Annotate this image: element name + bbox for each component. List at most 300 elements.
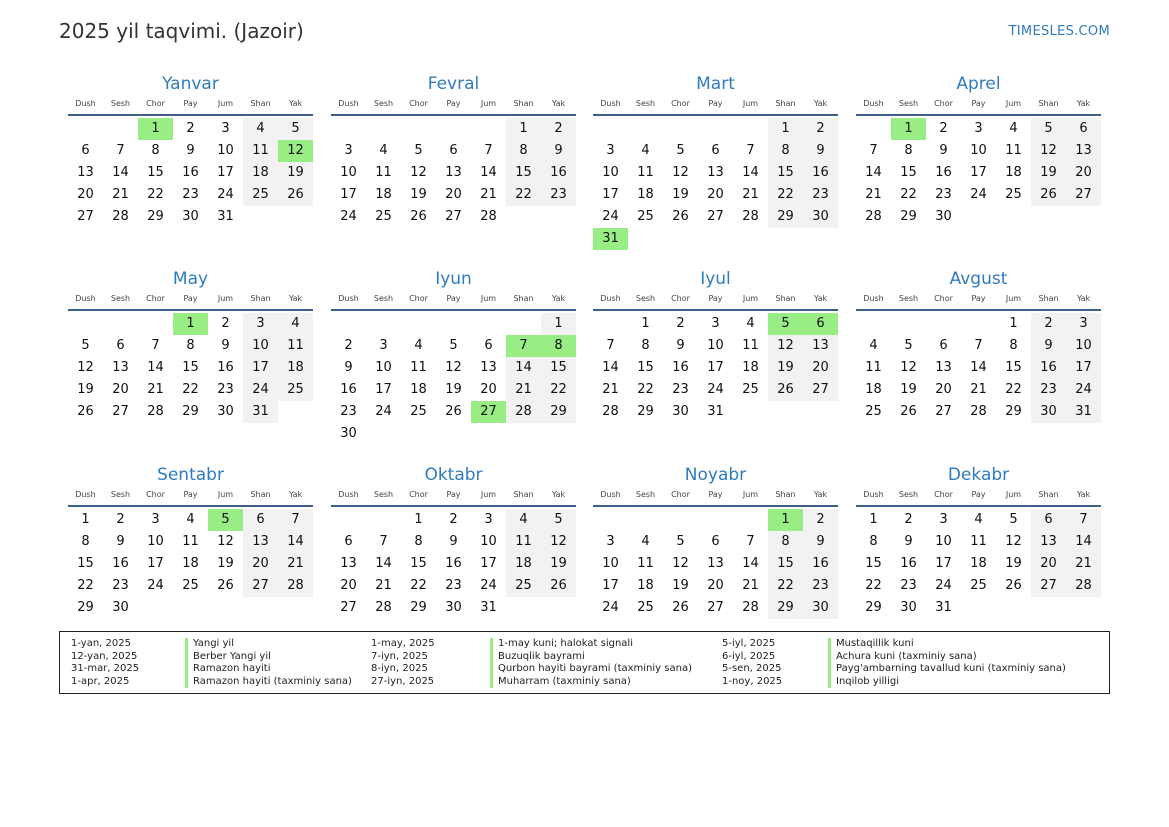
day-cell: 16 [112,556,129,571]
day-cell: 8 [81,534,90,549]
day-cell: 31 [243,401,278,423]
day-cell: 13 [112,360,129,375]
day-cell: 4 [869,338,878,353]
empty-cell [663,118,698,140]
day-cell: 26 [410,209,427,224]
day-cell: 6 [449,143,458,158]
day-cell: 27 [707,209,724,224]
weekday-label: Pay [971,294,986,303]
day-cell: 11 [182,534,199,549]
day-cell: 5 [1031,118,1066,140]
day-cell: 3 [606,534,615,549]
day-cell: 2 [803,509,838,531]
weekday-label: Dush [600,294,621,303]
weekday-label: Pay [183,99,198,108]
day-cell: 27 [471,401,506,423]
day-cell: 15 [410,556,427,571]
day-cell: 16 [803,162,838,184]
weekday-label: Sesh [110,294,131,303]
month-name: Noyabr [684,465,747,485]
day-cell: 28 [480,209,497,224]
day-cell: 25 [243,184,278,206]
day-cell: 22 [147,187,164,202]
day-cell: 17 [243,357,278,379]
empty-cell [366,118,401,140]
holiday-name: 1-may kuni; halokat signali [490,638,633,651]
holiday-name: Muharram (taxminiy sana) [490,676,631,689]
day-cell: 23 [803,184,838,206]
day-cell: 1 [869,512,878,527]
day-cell: 24 [243,379,278,401]
weekday-label: Yak [1076,490,1091,499]
day-cell: 22 [768,184,803,206]
day-cell: 8 [541,335,576,357]
weekday-label: Sesh [898,490,919,499]
empty-cell [68,118,103,140]
day-cell: 30 [900,600,917,615]
day-cell: 19 [410,187,427,202]
day-cell: 17 [340,187,357,202]
day-cell: 22 [865,578,882,593]
day-cell: 26 [768,379,803,401]
day-cell: 17 [375,382,392,397]
day-cell: 9 [676,338,685,353]
day-cell: 12 [541,531,576,553]
empty-cell [103,313,138,335]
day-cell: 12 [445,360,462,375]
day-cell: 31 [1066,401,1101,423]
day-cell: 2 [449,512,458,527]
day-cell: 15 [768,553,803,575]
day-cell: 3 [711,316,720,331]
day-cell: 13 [707,165,724,180]
month-sentabr [68,464,313,619]
empty-cell [856,313,891,335]
day-cell: 2 [541,118,576,140]
day-cell: 12 [672,556,689,571]
day-cell: 18 [506,553,541,575]
day-cell: 26 [1005,578,1022,593]
day-cell: 5 [449,338,458,353]
day-cell: 1 [768,118,803,140]
weekday-label: Yak [1076,99,1091,108]
day-cell: 15 [768,162,803,184]
day-cell: 10 [147,534,164,549]
holiday-name: Ramazon hayiti (taxminiy sana) [185,676,352,689]
day-cell: 5 [278,118,313,140]
day-cell: 8 [414,534,423,549]
weekday-label: Pay [708,490,723,499]
day-cell: 26 [900,404,917,419]
day-cell: 6 [711,534,720,549]
day-cell: 16 [672,360,689,375]
day-cell: 19 [278,162,313,184]
weekday-label: Sesh [898,99,919,108]
empty-cell [891,313,926,335]
weekday-label: Dush [863,99,884,108]
empty-cell [593,118,628,140]
day-cell: 11 [243,140,278,162]
day-cell: 16 [182,165,199,180]
day-cell: 14 [506,357,541,379]
day-cell: 2 [939,121,948,136]
weekday-label: Sesh [373,99,394,108]
day-grid [331,313,576,445]
day-cell: 4 [974,512,983,527]
holiday-name: Inqilob yilligi [828,676,899,689]
day-cell: 11 [637,165,654,180]
day-cell: 11 [742,338,759,353]
day-cell: 28 [278,575,313,597]
day-cell: 22 [768,575,803,597]
weekday-label: Sesh [110,490,131,499]
day-cell: 18 [742,360,759,375]
day-cell: 11 [637,556,654,571]
day-cell: 11 [970,534,987,549]
weekday-label: Shan [1038,294,1059,303]
day-cell: 2 [221,316,230,331]
day-cell: 29 [541,401,576,423]
day-cell: 9 [186,143,195,158]
day-cell: 20 [707,187,724,202]
day-cell: 6 [803,313,838,335]
day-cell: 10 [340,165,357,180]
day-cell: 23 [182,187,199,202]
day-cell: 29 [900,209,917,224]
day-cell: 7 [1066,509,1101,531]
weekday-label: Chor [146,294,165,303]
day-cell: 22 [541,379,576,401]
day-grid [331,509,576,619]
day-cell: 29 [77,600,94,615]
day-cell: 16 [217,360,234,375]
day-cell: 22 [77,578,94,593]
day-cell: 7 [974,338,983,353]
day-cell: 20 [935,382,952,397]
holiday-name: Yangi yil [185,638,234,651]
empty-cell [961,313,996,335]
day-cell: 10 [480,534,497,549]
weekday-label: Yak [551,99,566,108]
day-grid [856,509,1101,619]
day-cell: 22 [900,187,917,202]
day-cell: 17 [707,360,724,375]
day-cell: 27 [340,600,357,615]
day-cell: 7 [151,338,160,353]
day-cell: 25 [742,382,759,397]
month-name: Mart [696,74,735,94]
day-cell: 22 [182,382,199,397]
day-cell: 24 [147,578,164,593]
holiday-date: 1-apr, 2025 [71,675,130,687]
day-cell: 19 [900,382,917,397]
day-cell: 23 [340,404,357,419]
weekday-header [331,488,576,507]
day-cell: 25 [506,575,541,597]
day-cell: 27 [803,379,838,401]
day-cell: 16 [541,162,576,184]
day-cell: 8 [506,140,541,162]
day-cell: 8 [641,338,650,353]
holiday-name: Buzuqlik bayrami [490,651,585,664]
weekday-label: Chor [671,490,690,499]
day-cell: 20 [480,382,497,397]
empty-cell [366,313,401,335]
day-cell: 9 [803,531,838,553]
holiday-date: 1-noy, 2025 [722,675,783,687]
day-cell: 30 [672,404,689,419]
day-cell: 19 [445,382,462,397]
day-cell: 9 [449,534,458,549]
day-cell: 25 [865,404,882,419]
day-cell: 7 [278,509,313,531]
weekday-header [331,97,576,116]
weekday-header [593,292,838,311]
day-cell: 14 [480,165,497,180]
weekday-label: Pay [183,490,198,499]
weekday-label: Chor [671,294,690,303]
day-cell: 18 [1005,165,1022,180]
weekday-label: Jum [742,490,759,499]
day-cell: 26 [672,600,689,615]
day-cell: 4 [1009,121,1018,136]
day-cell: 20 [243,553,278,575]
weekday-label: Sesh [898,294,919,303]
weekday-label: Chor [146,99,165,108]
day-cell: 4 [506,509,541,531]
day-cell: 18 [865,382,882,397]
day-cell: 14 [147,360,164,375]
day-cell: 26 [77,404,94,419]
month-yanvar [68,73,313,228]
day-cell: 6 [1066,118,1101,140]
day-grid [68,313,313,423]
day-cell: 9 [803,140,838,162]
day-cell: 19 [77,382,94,397]
day-cell: 17 [970,165,987,180]
weekday-header [856,488,1101,507]
day-cell: 20 [340,578,357,593]
day-cell: 28 [742,209,759,224]
day-cell: 13 [1066,140,1101,162]
day-cell: 11 [1005,143,1022,158]
day-cell: 5 [541,509,576,531]
day-cell: 10 [970,143,987,158]
day-cell: 5 [768,313,803,335]
weekday-label: Pay [446,99,461,108]
day-cell: 7 [606,338,615,353]
day-cell: 25 [970,578,987,593]
day-cell: 7 [484,143,493,158]
day-grid [331,118,576,228]
empty-cell [138,313,173,335]
day-cell: 21 [278,553,313,575]
day-cell: 8 [186,338,195,353]
month-iyun [331,268,576,445]
day-cell: 20 [707,578,724,593]
day-cell: 28 [375,600,392,615]
day-cell: 6 [116,338,125,353]
weekday-label: Dush [75,490,96,499]
day-cell: 27 [1031,575,1066,597]
empty-cell [436,118,471,140]
day-cell: 7 [746,143,755,158]
empty-cell [331,118,366,140]
day-cell: 13 [340,556,357,571]
day-cell: 18 [278,357,313,379]
weekday-label: Pay [708,294,723,303]
day-cell: 23 [217,382,234,397]
day-cell: 4 [641,534,650,549]
empty-cell [401,118,436,140]
day-cell: 1 [641,316,650,331]
holiday-name: Berber Yangi yil [185,651,271,664]
month-name: Iyun [435,269,472,289]
holiday-name: Qurbon hayiti bayrami (taxminiy sana) [490,663,692,676]
day-cell: 24 [707,382,724,397]
day-cell: 20 [803,357,838,379]
day-cell: 22 [1005,382,1022,397]
day-cell: 11 [865,360,882,375]
day-cell: 19 [1005,556,1022,571]
day-cell: 5 [676,534,685,549]
weekday-header [68,292,313,311]
empty-cell [471,313,506,335]
month-name: Fevral [427,74,480,94]
empty-cell [103,118,138,140]
day-grid [68,118,313,228]
day-cell: 15 [506,162,541,184]
day-grid [593,509,838,619]
empty-cell [628,118,663,140]
day-cell: 15 [77,556,94,571]
empty-cell [471,118,506,140]
day-cell: 6 [484,338,493,353]
weekday-label: Sesh [110,99,131,108]
day-cell: 18 [637,187,654,202]
weekday-label: Sesh [635,99,656,108]
day-cell: 19 [672,578,689,593]
day-cell: 7 [379,534,388,549]
day-cell: 15 [900,165,917,180]
weekday-label: Jum [480,490,497,499]
day-cell: 11 [506,531,541,553]
weekday-label: Yak [551,490,566,499]
day-cell: 4 [414,338,423,353]
empty-cell [856,118,891,140]
day-grid [593,313,838,423]
weekday-label: Chor [409,294,428,303]
empty-cell [68,313,103,335]
day-cell: 23 [672,382,689,397]
day-cell: 15 [865,556,882,571]
weekday-header [68,488,313,507]
day-cell: 25 [1005,187,1022,202]
day-cell: 1 [506,118,541,140]
day-cell: 11 [375,165,392,180]
weekday-label: Chor [146,490,165,499]
empty-cell [331,313,366,335]
day-cell: 24 [970,187,987,202]
weekday-label: Dush [863,490,884,499]
day-cell: 12 [410,165,427,180]
day-cell: 28 [112,209,129,224]
page-title: 2025 yil taqvimi. (Jazoir) [59,19,304,43]
day-cell: 26 [217,578,234,593]
holiday-date: 1-yan, 2025 [71,638,131,649]
weekday-header [593,488,838,507]
day-cell: 21 [865,187,882,202]
day-cell: 26 [541,575,576,597]
day-cell: 6 [939,338,948,353]
empty-cell [593,509,628,531]
day-cell: 22 [410,578,427,593]
weekday-label: Yak [813,490,828,499]
day-cell: 3 [243,313,278,335]
day-cell: 24 [602,600,619,615]
day-cell: 30 [803,206,838,228]
weekday-label: Yak [551,294,566,303]
day-cell: 20 [1066,162,1101,184]
day-cell: 4 [186,512,195,527]
day-cell: 24 [602,209,619,224]
brand-link[interactable]: TIMESLES.COM [1008,24,1110,39]
empty-cell [593,313,628,335]
day-cell: 18 [375,187,392,202]
day-cell: 17 [1066,357,1101,379]
day-cell: 1 [414,512,423,527]
day-cell: 10 [1066,335,1101,357]
day-cell: 7 [506,335,541,357]
empty-cell [926,313,961,335]
day-cell: 9 [904,534,913,549]
month-mart [593,73,838,250]
day-cell: 23 [803,575,838,597]
day-cell: 1 [173,313,208,335]
day-cell: 30 [182,209,199,224]
day-cell: 11 [278,335,313,357]
weekday-label: Chor [934,490,953,499]
day-cell: 28 [147,404,164,419]
day-cell: 13 [480,360,497,375]
empty-cell [506,313,541,335]
month-name: Oktabr [424,465,483,485]
weekday-label: Yak [1076,294,1091,303]
weekday-label: Pay [446,490,461,499]
day-cell: 3 [151,512,160,527]
day-cell: 30 [935,209,952,224]
weekday-header [331,292,576,311]
empty-cell [366,509,401,531]
month-avgust [856,268,1101,423]
weekday-label: Yak [288,99,303,108]
month-name: Yanvar [162,74,219,94]
weekday-label: Yak [288,294,303,303]
day-cell: 21 [147,382,164,397]
weekday-label: Shan [775,294,796,303]
day-cell: 12 [672,165,689,180]
day-cell: 21 [742,578,759,593]
day-cell: 5 [81,338,90,353]
day-cell: 24 [340,209,357,224]
month-dekabr [856,464,1101,619]
day-cell: 21 [112,187,129,202]
day-cell: 6 [81,143,90,158]
day-cell: 13 [707,556,724,571]
day-cell: 10 [602,556,619,571]
weekday-label: Pay [971,99,986,108]
day-cell: 12 [1005,534,1022,549]
